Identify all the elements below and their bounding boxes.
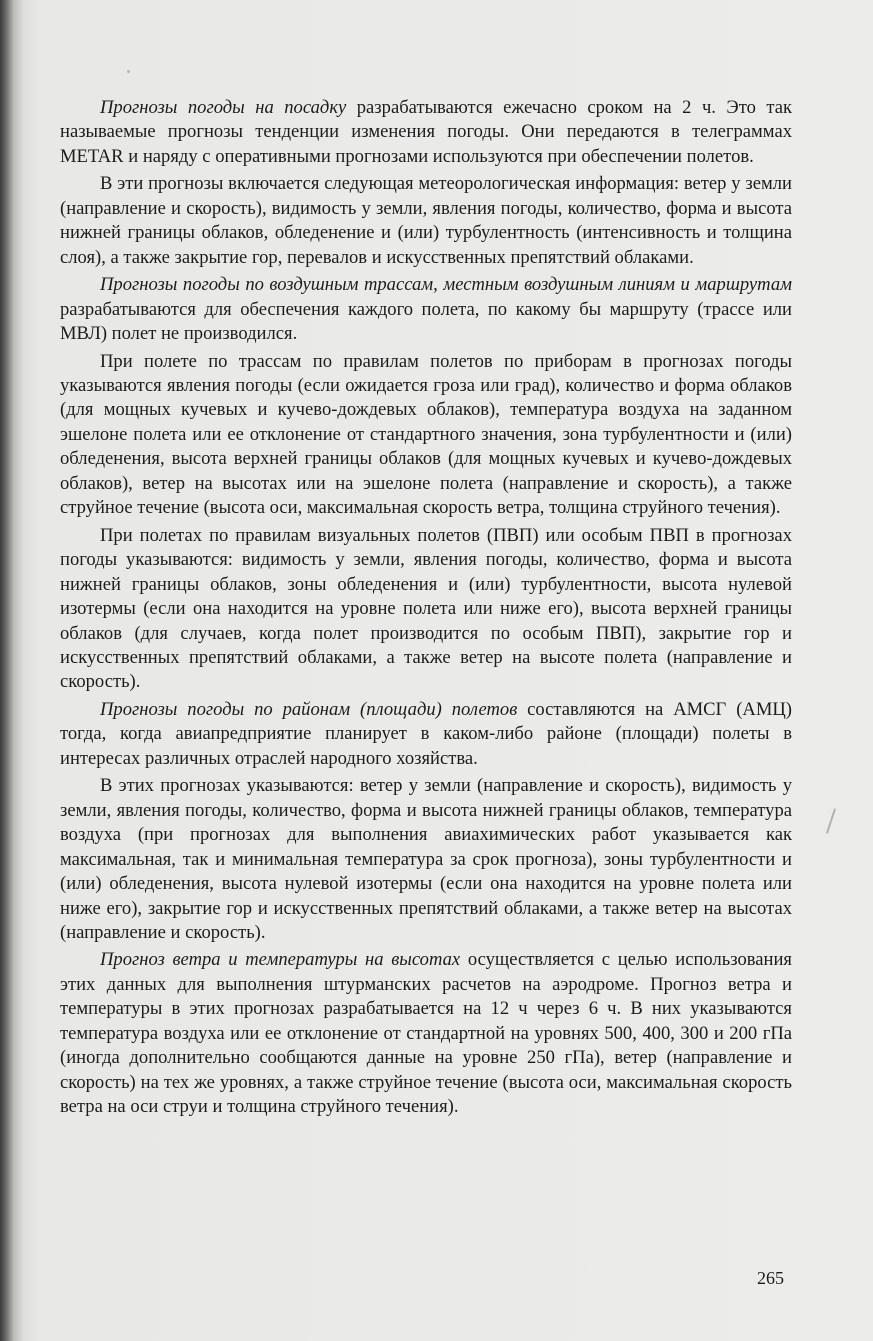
paragraph-text: составляются на АМСГ (АМЦ) тогда, когда авиапредприятие планирует в каком-либо районе (площади) полеты в интересах различных отраслей народного хозяйства. bbox=[60, 698, 792, 769]
paragraph-wind-temperature-forecast bbox=[60, 948, 792, 1119]
paragraph-text: В этих прогнозах указываются: ветер у земли (направление и скорость), видимость у земли, явления погоды, количество, форма и высота нижней границы облаков, температура воздуха (при прогнозах для выполнения авиахимических работ указывается как максимальная, так и минимальная температура за срок прогноза), зоны турбулентности и (или) обледенения, высота нулевой изотермы (если она находится на уровне полета или ниже его), закрытие гор и искусственных препятствий облаками, а также ветер на высотах (направление и скорость). bbox=[60, 775, 792, 943]
paragraph-text: разрабатываются для обеспечения каждого полета, по какому бы маршруту (трассе или МВЛ) полет не производился. bbox=[60, 298, 792, 345]
paragraph-lead: Прогнозы погоды на посадку bbox=[100, 97, 347, 118]
paragraph-text: осуществляется с целью использования этих данных для выполнения штурманских расчетов на аэродроме. Прогноз ветра и температуры в этих прогнозах разрабатывается на 12 ч через 6 ч. В них указываются температура воздуха или ее отклонение от стандартной на уровнях 500, 400, 300 и 200 гПа (иногда дополнительно сообщаются данные на уровне 250 гПа), ветер (направление и скорость) на тех же уровнях, а также струйное течение (высота оси, максимальная скорость ветра на оси струи и толщина струйного течения). bbox=[60, 949, 792, 1118]
paragraph-text: разрабатываются ежечасно сроком на 2 ч. Это так называемые прогнозы тенденции изменения погоды. Они передаются в телеграммах METAR и наряду с оперативными прогнозами используются при обеспечении полетов. bbox=[60, 97, 792, 167]
scan-dust-mark bbox=[127, 70, 130, 73]
paragraph-landing-forecast bbox=[60, 96, 792, 169]
paragraph-lead: Прогнозы погоды по районам (площади) полетов bbox=[100, 698, 518, 720]
paragraph-area-forecast bbox=[60, 698, 792, 771]
paragraph-lead: Прогноз ветра и температуры на высотах bbox=[100, 949, 461, 971]
paragraph-text: При полете по трассам по правилам полетов по приборам в прогнозах погоды указываются явления погоды (если ожидается гроза или град), количество и форма облаков (для мощных кучевых и кучево-дождевых облаков), температура воздуха на заданном эшелоне полета или ее отклонение от стандартного значения, зона турбулентности и (или) обледенения, высота верхней границы облаков (для мощных кучевых и кучево-дождевых облаков), ветер на высотах или на эшелоне полета (направление и скорость), а также струйное течение (высота оси, максимальная скорость ветра, толщина струйного течения). bbox=[60, 350, 792, 519]
scan-pencil-mark bbox=[826, 808, 836, 833]
paragraph-area-forecast-contents bbox=[60, 774, 792, 945]
paragraph-vfr-forecast bbox=[60, 524, 792, 695]
paragraph-lead: Прогнозы погоды по воздушным трассам, местным воздушным линиям и маршрутам bbox=[100, 274, 792, 296]
paragraph-text: В эти прогнозы включается следующая метеорологическая информация: ветер у земли (направление и скорость), видимость у земли, явления погоды, количество, форма и высота нижней границы облаков, обледенение и (или) турбулентность (интенсивность и толщина слоя), а также закрытие гор, перевалов и искусственных препятствий облаками. bbox=[60, 173, 792, 268]
page-number: 265 bbox=[757, 1268, 784, 1288]
paragraph-route-forecast bbox=[60, 273, 792, 346]
paragraph-ifr-forecast bbox=[60, 350, 792, 521]
paragraph-text: При полетах по правилам визуальных полетов (ПВП) или особым ПВП в прогнозах погоды указываются: видимость у земли, явления погоды, количество, форма и высота нижней границы облаков, зоны обледенения и (или) турбулентности, высота нулевой изотермы (если она находится на уровне полета или ниже его), высота верхней границы облаков (для случаев, когда полет производится по особым ПВП), закрытие гор и искусственных препятствий облаками, а также ветер на высоте полета (направление и скорость). bbox=[60, 524, 792, 693]
paragraph-landing-forecast-contents bbox=[60, 172, 792, 270]
body-text bbox=[60, 96, 792, 1123]
